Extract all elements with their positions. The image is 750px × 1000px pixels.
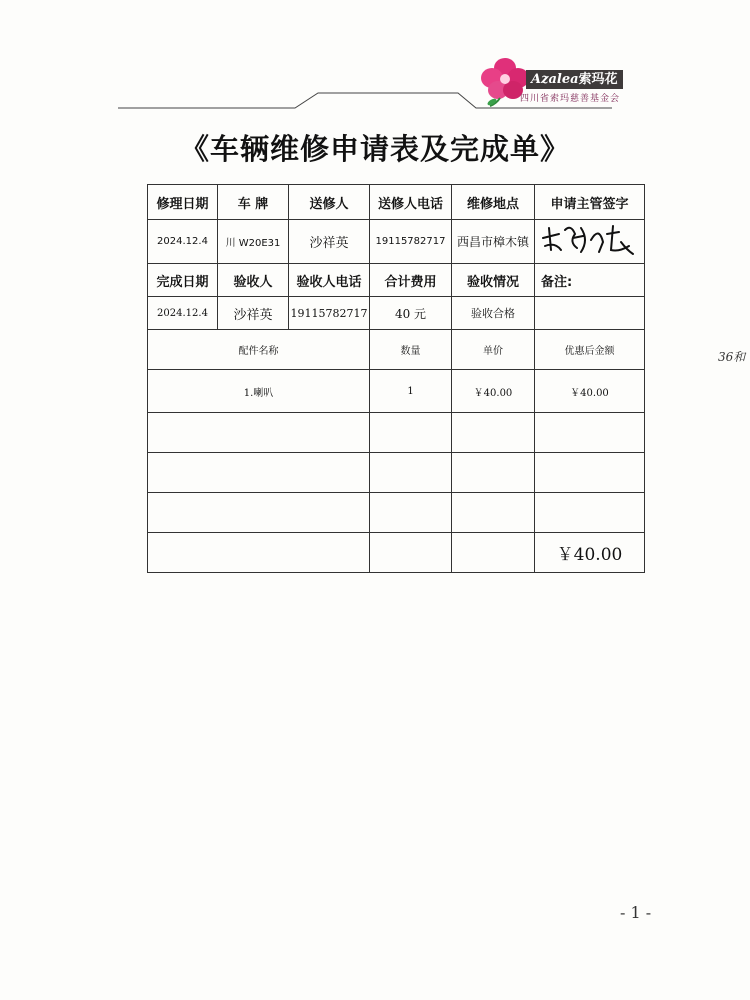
empty-cell	[148, 493, 370, 533]
page-number: - 1 -	[620, 903, 652, 922]
location-value: 西昌市樟木镇	[452, 220, 535, 264]
part-qty: 1	[370, 370, 452, 413]
value-row-2	[148, 297, 645, 330]
parts-header-name: 配件名称	[148, 330, 370, 370]
header-supervisor-sign: 申请主管签字	[535, 185, 645, 220]
header-plate: 车 牌	[218, 185, 289, 220]
supervisor-signature	[535, 220, 645, 264]
table-row	[148, 370, 645, 413]
value-row-1	[148, 220, 645, 264]
parts-header-qty: 数量	[370, 330, 452, 370]
table-row	[148, 453, 645, 493]
inspector-value: 沙祥英	[218, 297, 289, 330]
empty-cell	[452, 453, 535, 493]
empty-cell	[148, 453, 370, 493]
sender-value: 沙祥英	[289, 220, 370, 264]
complete-date-value: 2024.12.4	[148, 297, 218, 330]
header-inspector: 验收人	[218, 264, 289, 297]
header-inspection-status: 验收情况	[452, 264, 535, 297]
header-location: 维修地点	[452, 185, 535, 220]
empty-cell	[370, 413, 452, 453]
empty-cell	[370, 533, 452, 573]
total-row	[148, 533, 645, 573]
empty-cell	[452, 493, 535, 533]
part-discounted: ￥40.00	[535, 370, 645, 413]
empty-cell	[452, 413, 535, 453]
header-repair-date: 修理日期	[148, 185, 218, 220]
header-total-fee: 合计费用	[370, 264, 452, 297]
remark-value	[535, 297, 645, 330]
plate-value: 川 W20E31	[218, 220, 289, 264]
logo-org-name: 四川省索玛慈善基金会	[520, 94, 621, 104]
header-complete-date: 完成日期	[148, 264, 218, 297]
empty-cell	[452, 533, 535, 573]
table-row	[148, 493, 645, 533]
inspection-status-value: 验收合格	[452, 297, 535, 330]
total-fee-value: 40 元	[370, 297, 452, 330]
empty-cell	[535, 413, 645, 453]
parts-header-row	[148, 330, 645, 370]
handwritten-signature-icon	[537, 220, 637, 260]
empty-cell	[148, 533, 370, 573]
part-unit-price: ￥40.00	[452, 370, 535, 413]
header-row-1	[148, 185, 645, 220]
page-title: 《车辆维修申请表及完成单》	[179, 132, 570, 166]
repair-date-value: 2024.12.4	[148, 220, 218, 264]
header-row-2	[148, 264, 645, 297]
part-name: 1.喇叭	[148, 370, 370, 413]
logo-name-cn: 索玛花	[578, 72, 618, 87]
grand-total-value: ￥40.00	[535, 533, 645, 573]
header-sender-phone: 送修人电话	[370, 185, 452, 220]
header-sender: 送修人	[289, 185, 370, 220]
inspector-phone-value: 19115782717	[289, 297, 370, 330]
empty-cell	[148, 413, 370, 453]
sender-phone-value: 19115782717	[370, 220, 452, 264]
repair-form-table	[147, 184, 645, 573]
header-inspector-phone: 验收人电话	[289, 264, 370, 297]
empty-cell	[370, 453, 452, 493]
margin-handwritten-note: 36和	[718, 350, 746, 364]
header-remark: 备注:	[535, 264, 645, 297]
parts-header-unit-price: 单价	[452, 330, 535, 370]
table-row	[148, 413, 645, 453]
parts-header-discounted: 优惠后金额	[535, 330, 645, 370]
logo-name-en: Azalea	[531, 72, 579, 87]
empty-cell	[370, 493, 452, 533]
empty-cell	[535, 453, 645, 493]
header-divider-line	[0, 0, 750, 120]
empty-cell	[535, 493, 645, 533]
